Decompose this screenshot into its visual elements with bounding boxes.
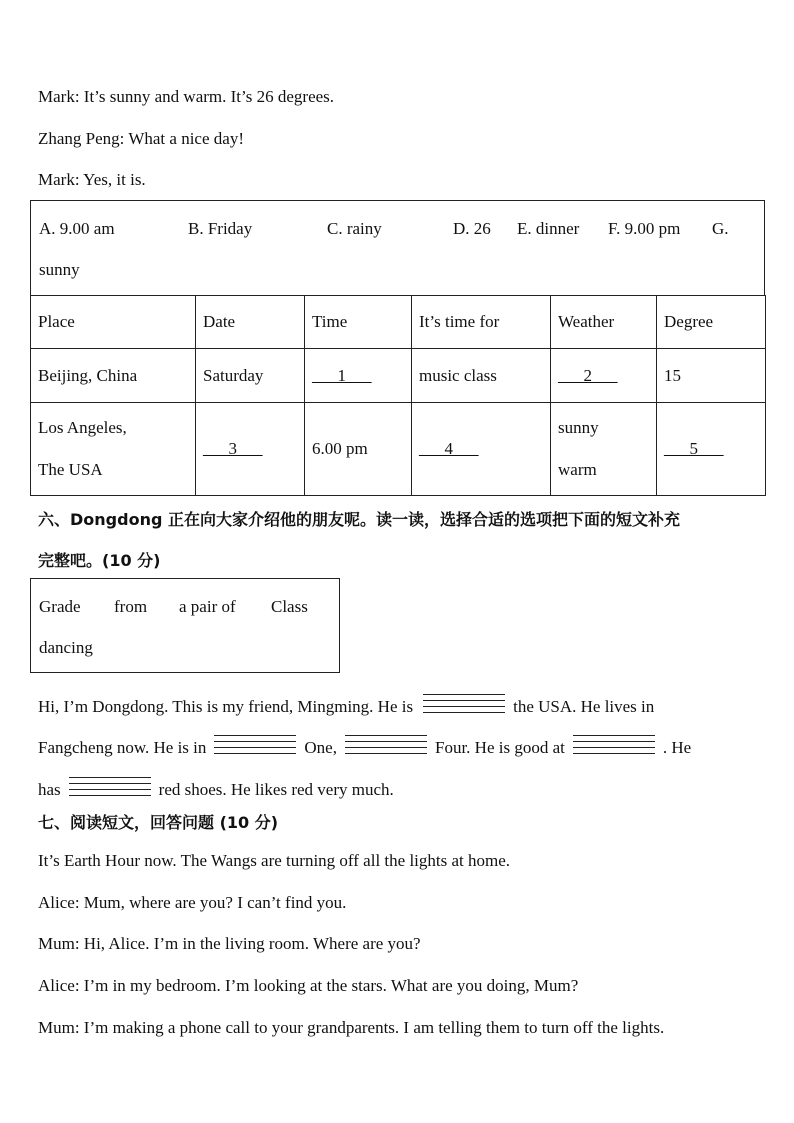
section-6-heading: 六、Dongdong 正在向大家介绍他的朋友呢。读一读，选择合适的选项把下面的短文补充 <box>38 510 680 529</box>
word-class: Class <box>271 597 308 616</box>
passage-text: red shoes. He likes red very much. <box>158 780 394 799</box>
header-place: Place <box>31 296 196 349</box>
passage-line <box>38 692 654 717</box>
answer-blank[interactable] <box>345 733 427 755</box>
passage-text: Fangcheng now. He is in <box>38 738 207 757</box>
passage-text: has <box>38 780 61 799</box>
cell-blank-4[interactable]: ___4___ <box>412 403 551 496</box>
cell-place: Beijing, China <box>31 349 196 403</box>
option-f: F. 9.00 pm <box>608 219 681 238</box>
passage-text: . He <box>662 738 692 757</box>
word-bank-box <box>30 578 340 673</box>
option-g-wrap: sunny <box>39 260 80 279</box>
answer-blank[interactable] <box>573 733 655 755</box>
word-a-pair-of: a pair of <box>179 597 236 616</box>
reading-line: Alice: Mum, where are you? I can’t find you. <box>38 893 347 912</box>
header-date: Date <box>196 296 305 349</box>
cell-blank-2[interactable]: ___2___ <box>551 349 657 403</box>
weather-line-2: warm <box>558 460 597 479</box>
header-weather: Weather <box>551 296 657 349</box>
answer-blank[interactable] <box>69 775 151 797</box>
passage-line <box>38 733 691 758</box>
dialogue-line: Mark: Yes, it is. <box>38 170 146 189</box>
cell-time: 6.00 pm <box>305 403 412 496</box>
passage-text: Hi, I’m Dongdong. This is my friend, Mingming. He is <box>38 697 414 716</box>
cell-activity: music class <box>412 349 551 403</box>
passage-text: the USA. He lives in <box>513 697 655 716</box>
header-activity: It’s time for <box>412 296 551 349</box>
word-dancing: dancing <box>39 638 93 657</box>
cell-blank-1[interactable]: ___1___ <box>305 349 412 403</box>
word-grade: Grade <box>39 597 81 616</box>
place-line-1: Los Angeles, <box>38 418 127 437</box>
cell-weather <box>551 403 657 496</box>
cell-blank-5[interactable]: ___5___ <box>657 403 766 496</box>
answer-blank[interactable] <box>214 733 296 755</box>
cell-place <box>31 403 196 496</box>
cell-degree: 15 <box>657 349 766 403</box>
passage-line <box>38 775 394 800</box>
reading-line: It’s Earth Hour now. The Wangs are turning off all the lights at home. <box>38 851 511 870</box>
option-g: G. <box>712 219 729 238</box>
table-row <box>31 349 766 403</box>
reading-line: Alice: I’m in my bedroom. I’m looking at the stars. What are you doing, Mum? <box>38 976 579 995</box>
option-d: D. 26 <box>453 219 491 238</box>
cell-blank-3[interactable]: ___3___ <box>196 403 305 496</box>
dialogue-line: Zhang Peng: What a nice day! <box>38 129 244 148</box>
table-header-row <box>31 296 766 349</box>
passage-text: Four. He is good at <box>434 738 565 757</box>
option-a: A. 9.00 am <box>39 219 115 238</box>
cell-date: Saturday <box>196 349 305 403</box>
table-row <box>31 403 766 496</box>
section-7-heading: 七、阅读短文，回答问题 (10 分) <box>38 813 279 832</box>
reading-line: Mum: I’m making a phone call to your grandparents. I am telling them to turn off the lights. <box>38 1018 665 1037</box>
place-line-2: The USA <box>38 460 103 479</box>
option-e: E. dinner <box>517 219 580 238</box>
section-6-heading-cont: 完整吧。(10 分) <box>38 551 161 570</box>
header-time: Time <box>305 296 412 349</box>
word-from: from <box>114 597 148 616</box>
answer-blank[interactable] <box>423 692 505 714</box>
options-box <box>30 200 765 296</box>
dialogue-line: Mark: It’s sunny and warm. It’s 26 degrees. <box>38 87 335 106</box>
header-degree: Degree <box>657 296 766 349</box>
weather-line-1: sunny <box>558 418 599 437</box>
reading-line: Mum: Hi, Alice. I’m in the living room. Where are you? <box>38 934 421 953</box>
option-b: B. Friday <box>188 219 253 238</box>
info-table <box>30 295 766 496</box>
option-c: C. rainy <box>327 219 382 238</box>
passage-text: One, <box>304 738 337 757</box>
